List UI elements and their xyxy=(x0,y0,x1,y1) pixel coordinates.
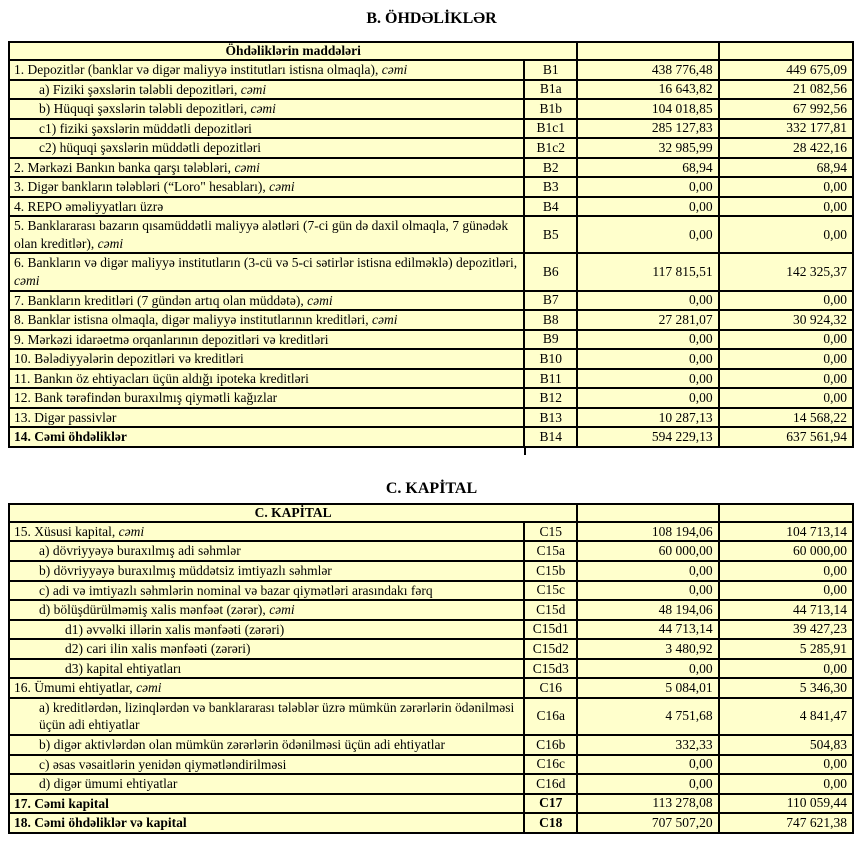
row-label-italic: cəmi xyxy=(118,523,145,539)
row-label-cell xyxy=(9,581,524,601)
row-label: 3. Digər bankların tələbləri (“Loro" hesabları), xyxy=(14,179,270,195)
row-value-1: 68,94 xyxy=(577,158,718,178)
row-label: 11. Bankın öz ehtiyacları üçün aldığı ipoteka kreditləri xyxy=(14,370,309,386)
row-code-cell: B1c1 xyxy=(524,119,577,139)
row-label: a) Fiziki şəxslərin tələbli depozitləri, xyxy=(39,81,241,97)
table-row xyxy=(9,522,853,542)
row-label-cell xyxy=(9,541,524,561)
row-label: b) Hüquqi şəxslərin tələbli depozitləri, xyxy=(39,101,251,117)
table-row xyxy=(9,119,853,139)
row-label: 8. Banklar istisna olmaqla, digər maliyyə institutlarının kreditləri, xyxy=(14,312,373,328)
row-code-cell: B1 xyxy=(524,60,577,80)
section-c-title: C. KAPİTAL xyxy=(385,479,478,497)
row-label: a) kreditlərdən, lizinqlərdən və banklararası tələblər üzrə mümkün zərərlərin ödənilməsi üçün adi ehtiyatlar xyxy=(39,699,515,733)
row-code-cell: B13 xyxy=(524,408,577,428)
row-value-2: 67 992,56 xyxy=(719,99,853,119)
row-label: 14. Cəmi öhdəliklər xyxy=(14,429,127,445)
row-label-cell xyxy=(9,291,524,311)
row-value-2: 44 713,14 xyxy=(719,600,853,620)
header-empty-cell xyxy=(577,504,718,522)
row-value-2: 332 177,81 xyxy=(719,119,853,139)
row-label: c2) hüquqi şəxslərin müddətli depozitləri xyxy=(39,140,261,156)
row-code-cell: B10 xyxy=(524,349,577,369)
row-code-cell: C15d2 xyxy=(524,639,577,659)
table-row xyxy=(9,177,853,197)
table-row xyxy=(9,735,853,755)
row-value-1: 10 287,13 xyxy=(577,408,718,428)
table-row xyxy=(9,541,853,561)
row-label-italic: cəmi xyxy=(97,235,124,251)
table-row xyxy=(9,408,853,428)
row-code-cell: C16b xyxy=(524,735,577,755)
row-code-cell: C15d3 xyxy=(524,659,577,679)
capital-table-wrap xyxy=(8,503,855,834)
row-label-cell xyxy=(9,561,524,581)
table-header-row xyxy=(9,42,853,60)
table-row xyxy=(9,197,853,217)
row-value-1: 0,00 xyxy=(577,755,718,775)
row-label: c) adi və imtiyazlı səhmlərin nominal və bazar qiymətləri arasındakı fərq xyxy=(39,582,433,598)
table-header-row xyxy=(9,504,853,522)
row-label-cell xyxy=(9,678,524,698)
row-value-2: 0,00 xyxy=(719,774,853,794)
row-value-1: 32 985,99 xyxy=(577,138,718,158)
row-label-cell xyxy=(9,197,524,217)
row-value-2: 0,00 xyxy=(719,216,853,253)
row-label-cell xyxy=(9,735,524,755)
row-code-cell: B14 xyxy=(524,427,577,447)
table-header-cell: C. KAPİTAL xyxy=(9,504,577,522)
row-label-cell xyxy=(9,253,524,290)
table-row xyxy=(9,369,853,389)
row-label: c) əsas vəsaitlərin yenidən qiymətləndirilməsi xyxy=(39,756,287,772)
row-value-2: 0,00 xyxy=(719,197,853,217)
row-value-2: 21 082,56 xyxy=(719,80,853,100)
row-label: 7. Bankların kreditləri (7 gündən artıq olan müddətə), xyxy=(14,292,308,308)
column-divider-tick xyxy=(524,448,526,455)
row-label-italic: cəmi xyxy=(269,179,295,195)
row-label: d) digər ümumi ehtiyatlar xyxy=(39,776,178,792)
row-label-cell xyxy=(9,330,524,350)
row-value-2: 0,00 xyxy=(719,659,853,679)
row-label: 9. Mərkəzi idarəetmə orqanlarının depozitləri və kreditləri xyxy=(14,331,329,347)
row-label-italic: cəmi xyxy=(234,159,260,175)
row-value-2: 142 325,37 xyxy=(719,253,853,290)
row-label-cell xyxy=(9,99,524,119)
row-label-cell xyxy=(9,522,524,542)
row-label-italic: cəmi xyxy=(269,602,295,618)
row-value-2: 747 621,38 xyxy=(719,813,853,833)
row-code-cell: C16 xyxy=(524,678,577,698)
row-label: 15. Xüsusi kapital, xyxy=(14,523,119,539)
row-code-cell: B11 xyxy=(524,369,577,389)
row-label-cell xyxy=(9,600,524,620)
table-row xyxy=(9,158,853,178)
row-code-cell: C16d xyxy=(524,774,577,794)
row-label-cell xyxy=(9,388,524,408)
table-row xyxy=(9,813,853,833)
row-value-1: 0,00 xyxy=(577,349,718,369)
row-label-italic: cəmi xyxy=(14,273,40,289)
row-label: b) digər aktivlərdən olan mümkün zərərlərin ödənilməsi üçün adi ehtiyatlar xyxy=(39,736,445,752)
row-label-cell xyxy=(9,60,524,80)
row-code-cell: C16a xyxy=(524,698,577,735)
row-label: c1) fiziki şəxslərin müddətli depozitləri xyxy=(39,120,252,136)
row-value-1: 48 194,06 xyxy=(577,600,718,620)
row-value-1: 108 194,06 xyxy=(577,522,718,542)
row-label: a) dövriyyəyə buraxılmış adi səhmlər xyxy=(39,543,241,559)
table-row xyxy=(9,60,853,80)
row-label: 4. REPO əməliyyatları üzrə xyxy=(14,198,164,214)
row-value-1: 0,00 xyxy=(577,561,718,581)
row-label-cell xyxy=(9,349,524,369)
row-label-cell xyxy=(9,755,524,775)
row-value-2: 637 561,94 xyxy=(719,427,853,447)
row-label: 13. Digər passivlər xyxy=(14,409,117,425)
row-value-1: 113 278,08 xyxy=(577,794,718,814)
row-code-cell: C15c xyxy=(524,581,577,601)
row-label-italic: cəmi xyxy=(250,101,276,117)
row-value-2: 4 841,47 xyxy=(719,698,853,735)
row-value-1: 707 507,20 xyxy=(577,813,718,833)
row-value-1: 0,00 xyxy=(577,197,718,217)
table-row xyxy=(9,99,853,119)
table-header-cell: Öhdəliklərin maddələri xyxy=(9,42,577,60)
row-code-cell: C15d xyxy=(524,600,577,620)
row-code-cell: C15a xyxy=(524,541,577,561)
row-value-2: 110 059,44 xyxy=(719,794,853,814)
row-code-cell: B5 xyxy=(524,216,577,253)
table-row xyxy=(9,253,853,290)
liabilities-table xyxy=(8,41,854,448)
row-code-cell: B3 xyxy=(524,177,577,197)
row-value-1: 332,33 xyxy=(577,735,718,755)
table-row xyxy=(9,698,853,735)
row-label-cell xyxy=(9,794,524,814)
table-row xyxy=(9,755,853,775)
row-value-2: 5 346,30 xyxy=(719,678,853,698)
table-row xyxy=(9,80,853,100)
row-value-2: 0,00 xyxy=(719,561,853,581)
row-code-cell: C16c xyxy=(524,755,577,775)
row-label: 18. Cəmi öhdəliklər və kapital xyxy=(14,815,187,831)
row-label: d3) kapital ehtiyatları xyxy=(65,660,182,676)
row-label-cell xyxy=(9,813,524,833)
table-row xyxy=(9,581,853,601)
row-label-italic: cəmi xyxy=(240,81,267,97)
row-value-1: 3 480,92 xyxy=(577,639,718,659)
row-value-1: 0,00 xyxy=(577,581,718,601)
row-value-1: 16 643,82 xyxy=(577,80,718,100)
row-value-1: 0,00 xyxy=(577,774,718,794)
row-value-1: 594 229,13 xyxy=(577,427,718,447)
row-label-cell xyxy=(9,408,524,428)
row-label-cell xyxy=(9,774,524,794)
row-value-2: 60 000,00 xyxy=(719,541,853,561)
row-label-cell xyxy=(9,177,524,197)
row-code-cell: B4 xyxy=(524,197,577,217)
row-value-2: 28 422,16 xyxy=(719,138,853,158)
row-label-cell xyxy=(9,659,524,679)
header-empty-cell xyxy=(577,42,718,60)
row-value-1: 44 713,14 xyxy=(577,620,718,640)
row-label-cell xyxy=(9,158,524,178)
row-label: d) bölüşdürülməmiş xalis mənfəət (zərər), xyxy=(39,602,270,618)
table-row xyxy=(9,639,853,659)
row-label-cell xyxy=(9,310,524,330)
row-label-italic: cəmi xyxy=(307,292,333,308)
row-code-cell: C17 xyxy=(524,794,577,814)
header-empty-cell xyxy=(719,42,853,60)
row-code-cell: B1c2 xyxy=(524,138,577,158)
table-row xyxy=(9,678,853,698)
row-label: d2) cari ilin xalis mənfəəti (zərəri) xyxy=(65,641,251,657)
row-value-2: 14 568,22 xyxy=(719,408,853,428)
row-label: 12. Bank tərəfindən buraxılmış qiymətli kağızlar xyxy=(14,390,278,406)
table-row xyxy=(9,138,853,158)
row-value-1: 438 776,48 xyxy=(577,60,718,80)
row-label-cell xyxy=(9,698,524,735)
row-label-cell xyxy=(9,369,524,389)
row-value-2: 5 285,91 xyxy=(719,639,853,659)
row-code-cell: C15 xyxy=(524,522,577,542)
row-label-cell xyxy=(9,119,524,139)
capital-table xyxy=(8,503,854,834)
row-label: 1. Depozitlər (banklar və digər maliyyə institutları istisna olmaqla), xyxy=(14,62,382,77)
table-row xyxy=(9,620,853,640)
row-label: 5. Banklararası bazarın qısamüddətli maliyyə alətləri (7-ci gün də daxil olmaqla, 7 günədək olan kreditlər), xyxy=(14,218,509,251)
row-value-2: 39 427,23 xyxy=(719,620,853,640)
table-row xyxy=(9,774,853,794)
row-label: d1) əvvəlki illərin xalis mənfəəti (zərəri) xyxy=(65,621,285,637)
table-row xyxy=(9,427,853,447)
liabilities-table-wrap xyxy=(8,41,855,448)
row-value-1: 0,00 xyxy=(577,659,718,679)
row-label-cell xyxy=(9,138,524,158)
row-value-2: 0,00 xyxy=(719,581,853,601)
row-value-2: 0,00 xyxy=(719,330,853,350)
row-value-1: 60 000,00 xyxy=(577,541,718,561)
table-row xyxy=(9,659,853,679)
table-row xyxy=(9,349,853,369)
row-label: 2. Mərkəzi Bankın banka qarşı tələbləri, xyxy=(14,159,235,175)
row-code-cell: B1a xyxy=(524,80,577,100)
row-label-cell xyxy=(9,620,524,640)
table-row xyxy=(9,330,853,350)
table-row xyxy=(9,561,853,581)
row-value-1: 0,00 xyxy=(577,369,718,389)
row-value-1: 104 018,85 xyxy=(577,99,718,119)
row-code-cell: C15b xyxy=(524,561,577,581)
row-label-italic: cəmi xyxy=(136,680,162,696)
row-code-cell: B9 xyxy=(524,330,577,350)
row-label: 16. Ümumi ehtiyatlar, xyxy=(14,680,137,696)
row-value-1: 117 815,51 xyxy=(577,253,718,290)
row-label: 17. Cəmi kapital xyxy=(14,795,109,811)
row-value-2: 104 713,14 xyxy=(719,522,853,542)
row-code-cell: B2 xyxy=(524,158,577,178)
row-value-2: 0,00 xyxy=(719,177,853,197)
row-value-1: 27 281,07 xyxy=(577,310,718,330)
section-b-title: B. ÖHDƏLİKLƏR xyxy=(366,10,497,27)
row-value-2: 0,00 xyxy=(719,369,853,389)
row-code-cell: B12 xyxy=(524,388,577,408)
table-row xyxy=(9,600,853,620)
row-value-1: 4 751,68 xyxy=(577,698,718,735)
row-value-1: 0,00 xyxy=(577,216,718,253)
row-label-cell xyxy=(9,80,524,100)
row-label-italic: cəmi xyxy=(381,62,408,77)
row-code-cell: C15d1 xyxy=(524,620,577,640)
row-value-1: 285 127,83 xyxy=(577,119,718,139)
row-label: 10. Bələdiyyələrin depozitləri və kreditləri xyxy=(14,351,244,367)
row-value-2: 0,00 xyxy=(719,349,853,369)
row-label-italic: cəmi xyxy=(372,312,398,328)
table-row xyxy=(9,310,853,330)
row-code-cell: B7 xyxy=(524,291,577,311)
row-label-cell xyxy=(9,216,524,253)
table-row xyxy=(9,388,853,408)
row-value-2: 504,83 xyxy=(719,735,853,755)
row-value-2: 449 675,09 xyxy=(719,60,853,80)
header-empty-cell xyxy=(719,504,853,522)
row-value-2: 0,00 xyxy=(719,755,853,775)
table-row xyxy=(9,216,853,253)
row-value-1: 0,00 xyxy=(577,177,718,197)
row-value-2: 68,94 xyxy=(719,158,853,178)
row-label: 6. Bankların və digər maliyyə institutların (3-cü və 5-ci sətirlər istisna edilməklə) depozitləri, xyxy=(14,255,518,271)
row-value-1: 0,00 xyxy=(577,291,718,311)
row-value-1: 5 084,01 xyxy=(577,678,718,698)
row-code-cell: B1b xyxy=(524,99,577,119)
row-code-cell: B6 xyxy=(524,253,577,290)
row-label-cell xyxy=(9,427,524,447)
row-label-cell xyxy=(9,639,524,659)
row-value-1: 0,00 xyxy=(577,330,718,350)
row-value-1: 0,00 xyxy=(577,388,718,408)
row-value-2: 0,00 xyxy=(719,291,853,311)
row-value-2: 30 924,32 xyxy=(719,310,853,330)
row-label: b) dövriyyəyə buraxılmış müddətsiz imtiyazlı səhmlər xyxy=(39,563,332,579)
row-value-2: 0,00 xyxy=(719,388,853,408)
table-row xyxy=(9,794,853,814)
row-code-cell: B8 xyxy=(524,310,577,330)
row-code-cell: C18 xyxy=(524,813,577,833)
table-row xyxy=(9,291,853,311)
